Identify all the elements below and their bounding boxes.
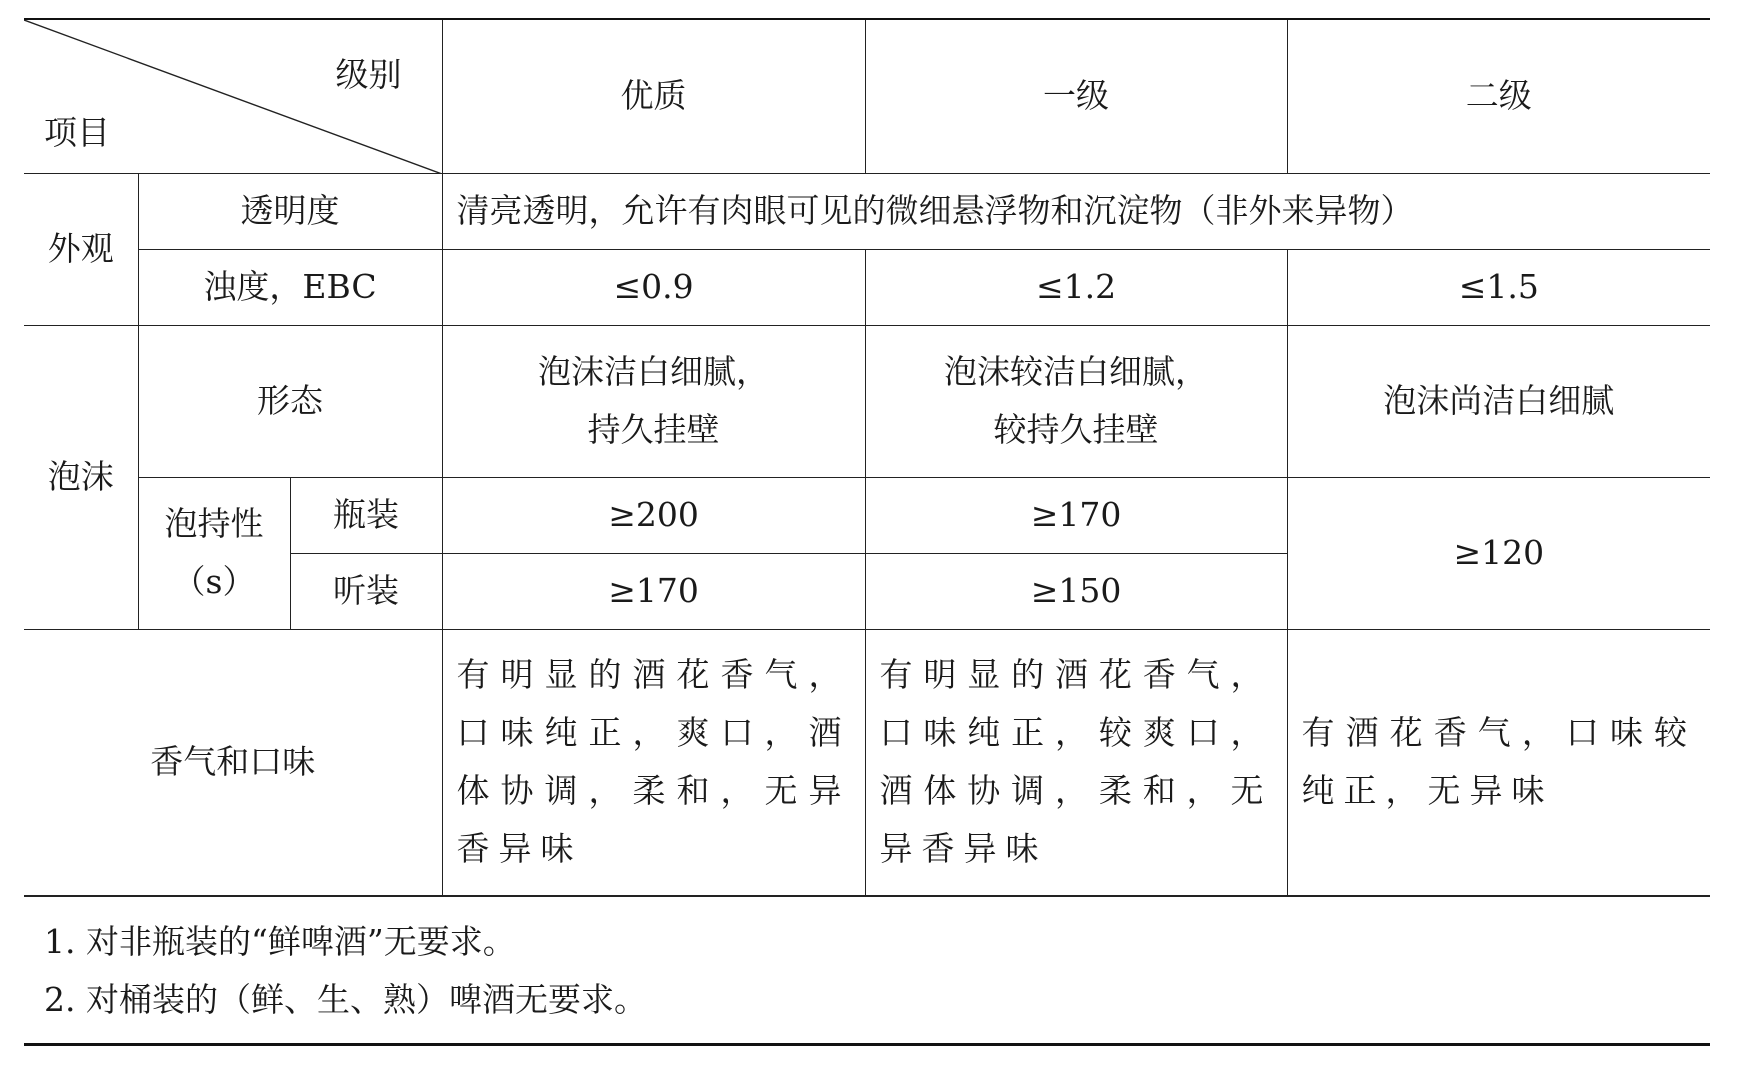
header-grade-premium: 优质 <box>442 19 865 173</box>
header-level-label: 级别 <box>335 55 402 94</box>
foam-form-premium-line2: 持久挂壁 <box>587 410 720 449</box>
sensory-requirements-table <box>24 18 1710 896</box>
foam-group-label: 泡沫 <box>24 325 138 629</box>
foam-retention-label <box>138 477 290 629</box>
foam-form-premium <box>442 325 865 477</box>
bottle-label: 瓶装 <box>290 477 442 553</box>
foam-form-first <box>865 325 1287 477</box>
retention-second: ≥120 <box>1287 477 1710 629</box>
turbidity-first: ≤1.2 <box>865 249 1287 325</box>
header-row <box>24 19 1710 173</box>
foam-retention-label-text: 泡持性 <box>164 504 264 543</box>
foam-form-label: 形态 <box>138 325 442 477</box>
foam-form-second: 泡沫尚洁白细腻 <box>1287 325 1710 477</box>
appearance-group-label: 外观 <box>24 173 138 325</box>
foam-form-row <box>24 325 1710 477</box>
aroma-first: 有明显的酒花香气，口味纯正，较爽口，酒体协调，柔和，无异香异味 <box>865 629 1287 895</box>
clarity-label: 透明度 <box>138 173 442 249</box>
aroma-premium: 有明显的酒花香气，口味纯正，爽口，酒体协调，柔和，无异香异味 <box>442 629 865 895</box>
aroma-label: 香气和口味 <box>24 629 442 895</box>
header-grade-second: 二级 <box>1287 19 1710 173</box>
can-first: ≥150 <box>865 553 1287 629</box>
turbidity-row <box>24 249 1710 325</box>
header-grade-first: 一级 <box>865 19 1287 173</box>
foam-retention-unit: （s） <box>172 562 256 601</box>
diagonal-header-cell <box>24 19 442 173</box>
aroma-row <box>24 629 1710 895</box>
can-premium: ≥170 <box>442 553 865 629</box>
header-item-label: 项目 <box>44 113 110 152</box>
can-label: 听装 <box>290 553 442 629</box>
note-2: 2. 对桶装的（鲜、生、熟）啤酒无要求。 <box>44 979 647 1019</box>
clarity-value: 清亮透明，允许有肉眼可见的微细悬浮物和沉淀物（非外来异物） <box>442 173 1710 249</box>
clarity-row <box>24 173 1710 249</box>
turbidity-second: ≤1.5 <box>1287 249 1710 325</box>
foam-form-first-line2: 较持久挂壁 <box>993 410 1159 449</box>
note-1: 1. 对非瓶装的“鲜啤酒”无要求。 <box>44 921 516 961</box>
foam-bottle-row <box>24 477 1710 553</box>
foam-form-first-line1: 泡沫较洁白细腻， <box>944 352 1209 391</box>
bottle-premium: ≥200 <box>442 477 865 553</box>
turbidity-label: 浊度，EBC <box>138 249 442 325</box>
beer-quality-table-wrapper <box>24 18 1710 1046</box>
turbidity-premium: ≤0.9 <box>442 249 865 325</box>
table-notes <box>24 896 1710 1046</box>
aroma-second: 有酒花香气，口味较纯正，无异味 <box>1287 629 1710 895</box>
bottle-first: ≥170 <box>865 477 1287 553</box>
foam-form-premium-line1: 泡沫洁白细腻， <box>538 352 770 391</box>
